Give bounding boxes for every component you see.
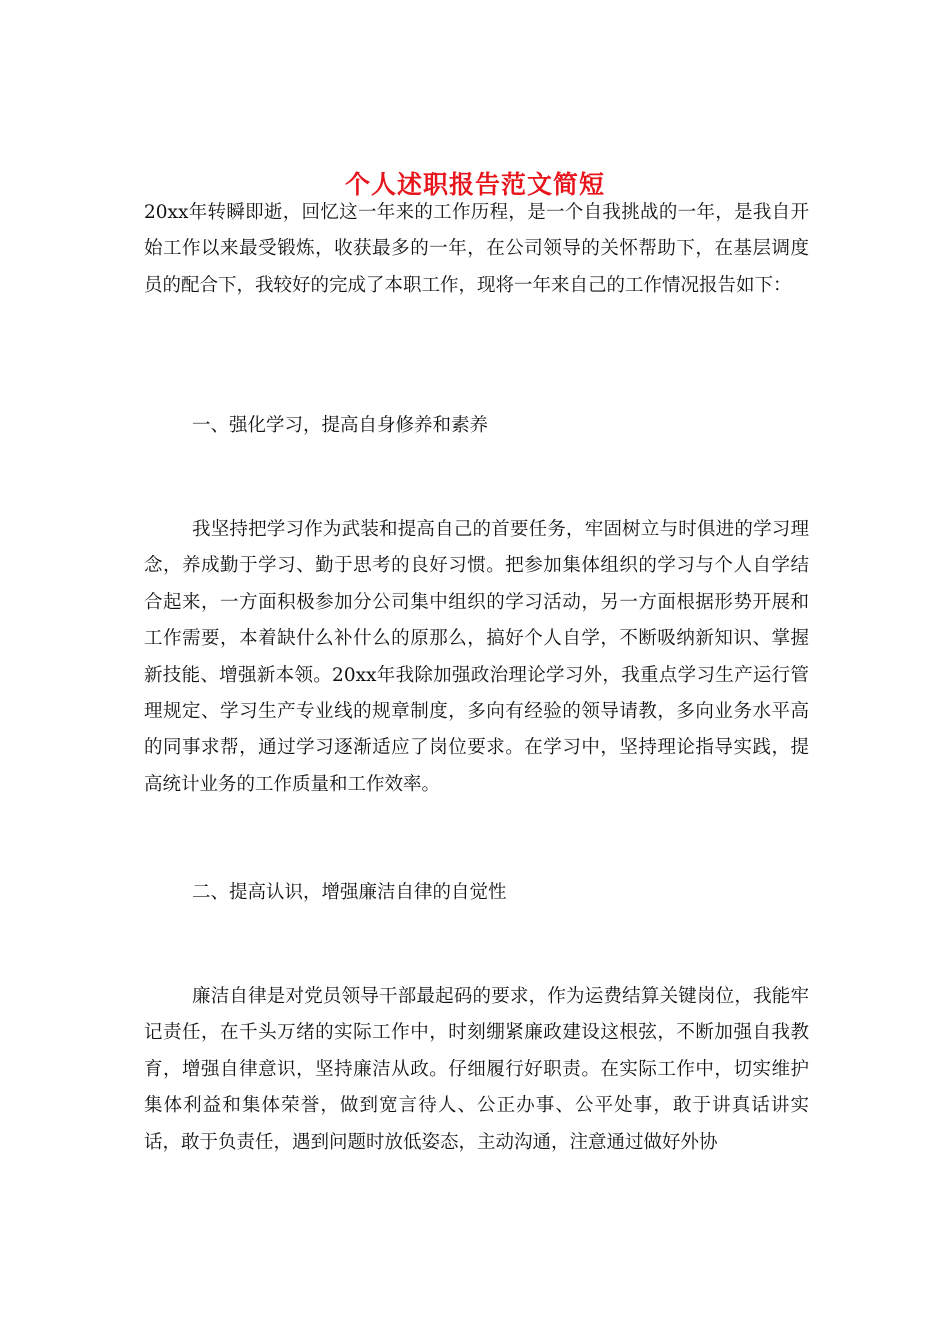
section-2-paragraph: 廉洁自律是对党员领导干部最起码的要求，作为运费结算关键岗位，我能牢记责任，在千头万绪的实际工作中，时刻绷紧廉政建设这根弦，不断加强自我教育，增强自律意识，坚持廉洁从政。仔细履行好职责。在实际工作中，切实维护集体利益和集体荣誉，做到宽言待人、公正办事、公平处事，敢于讲真话讲实话，敢于负责任，遇到问题时放低姿态，主动沟通，注意通过做好外协: [144, 986, 809, 1153]
document-title: 个人述职报告范文简短: [344, 169, 605, 199]
intro-paragraph: 20xx年转瞬即逝，回忆这一年来的工作历程，是一个自我挑战的一年，是我自开始工作以来最受锻炼，收获最多的一年，在公司领导的关怀帮助下，在基层调度员的配合下，我较好的完成了本职工作，现将一年来自己的工作情况报告如下：: [144, 202, 809, 296]
section-2-heading: 二、提高认识，增强廉洁自律的自觉性: [192, 882, 507, 903]
section-1-paragraph: 我坚持把学习作为武装和提高自己的首要任务，牢固树立与时俱进的学习理念，养成勤于学习、勤于思考的良好习惯。把参加集体组织的学习与个人自学结合起来，一方面积极参加分公司集中组织的学习活动，另一方面根据形势开展和工作需要，本着缺什么补什么的原那么，搞好个人自学，不断吸纳新知识、掌握新技能、增强新本领。20xx年我除加强政治理论学习外，我重点学习生产运行管理规定、学习生产专业线的规章制度，多向有经验的领导请教，多向业务水平高的同事求帮，通过学习逐渐适应了岗位要求。在学习中，坚持理论指导实践，提高统计业务的工作质量和工作效率。: [144, 519, 809, 795]
section-1-heading: 一、强化学习，提高自身修养和素养: [192, 415, 489, 436]
